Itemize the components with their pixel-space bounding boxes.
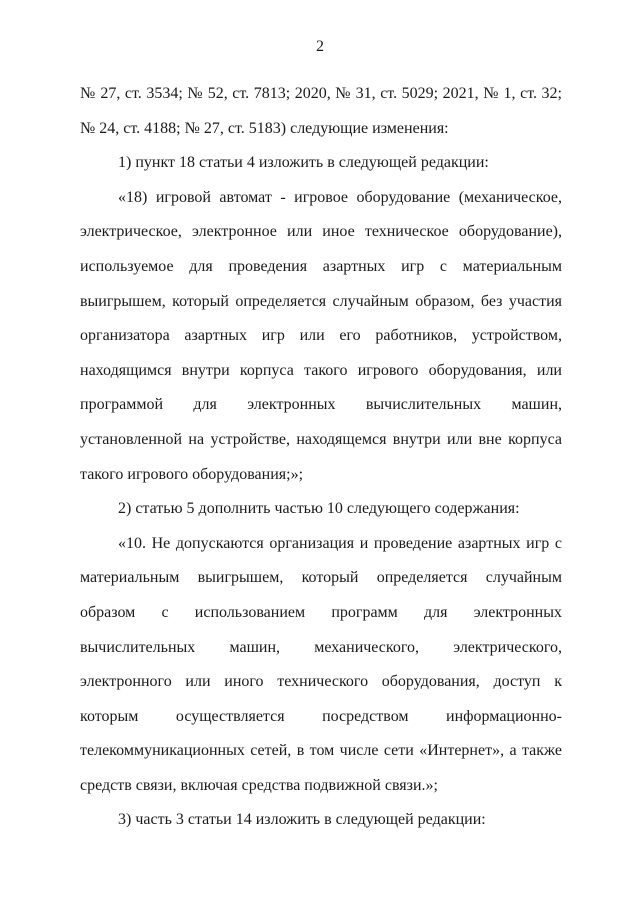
page-number: 2 [316,38,324,55]
paragraph-gaming-machine-definition: «18) игровой автомат - игровое оборудование (механическое, электрическое, электронное или иное техническое оборудование), используемое для проведения азартных игр с материальным выигрышем, который определяется случайным образом, без участия организатора азартных игр или его работников, устройством, находящимся внутри корпуса такого игрового оборудования, или программой для электронных вычислительных машин, установленной на устройстве, находящемся внутри или вне корпуса такого игрового оборудования;»; [80,188,562,483]
paragraph-law-references: № 27, ст. 3534; № 52, ст. 7813; 2020, № 31, ст. 5029; 2021, № 1, ст. 32; № 24, ст. 4188; № 27, ст. 5183) следующие изменения: [80,85,562,137]
paragraph-item-1: 1) пункт 18 статьи 4 изложить в следующей редакции: [118,154,489,172]
paragraph-part-10: «10. Не допускаются организация и проведение азартных игр с материальным выигрышем, который определяется случайным образом с использованием программ для электронных вычислительных машин, механического, электрического, электронного или иного технического оборудования, доступ к которым осуществляется посредством информационно-телекоммуникационных сетей, в том числе сети «Интернет», а также средств связи, включая средства подвижной связи.»; [80,534,562,794]
paragraph-item-2: 2) статью 5 дополнить частью 10 следующего содержания: [118,500,520,518]
document-body [80,77,562,838]
paragraph-item-3: 3) часть 3 статьи 14 изложить в следующей редакции: [118,811,486,829]
